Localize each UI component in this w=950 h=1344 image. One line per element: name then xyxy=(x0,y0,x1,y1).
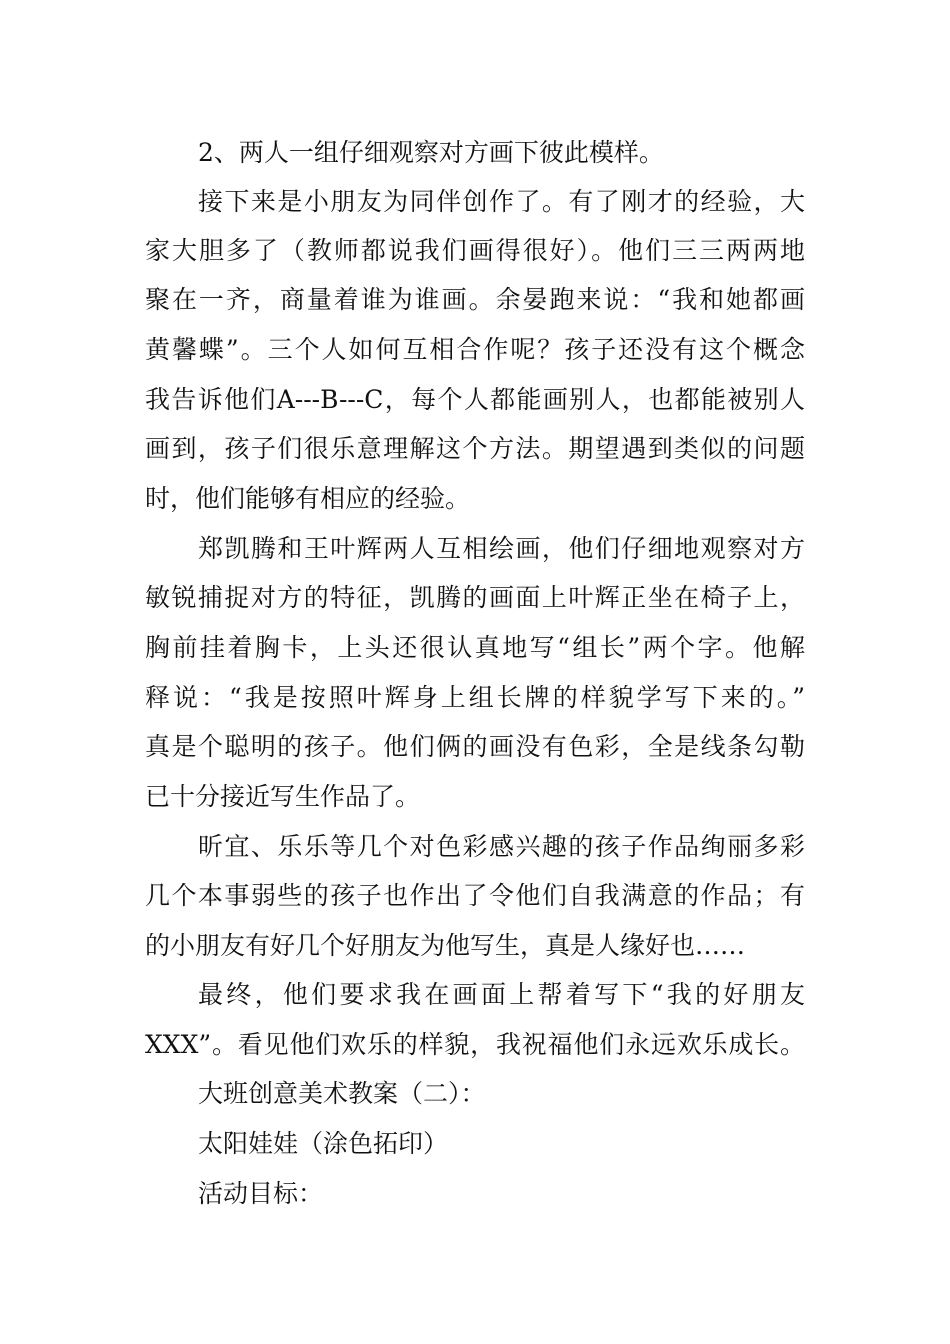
paragraph-line: 聚在一齐，商量着谁为谁画。余晏跑来说：“我和她都画 xyxy=(145,285,805,314)
paragraph-line: 已十分接近写生作品了。 xyxy=(145,782,421,811)
paragraph-line: 的小朋友有好几个好朋友为他写生，真是人缘好也…… xyxy=(145,931,746,960)
paragraph-line: 郑凯腾和王叶辉两人互相绘画，他们仔细地观察对方 xyxy=(198,534,805,563)
paragraph-line: 几个本事弱些的孩子也作出了令他们自我满意的作品；有 xyxy=(145,881,805,910)
section-heading: 大班创意美术教案（二）： xyxy=(198,1079,486,1108)
paragraph-line: 释说：“我是按照叶辉身上组长牌的样貌学写下来的。” xyxy=(145,683,805,712)
paragraph-line: 真是个聪明的孩子。他们俩的画没有色彩，全是线条勾勒 xyxy=(145,732,805,761)
paragraph-line: 接下来是小朋友为同伴创作了。有了刚才的经验，大 xyxy=(198,187,805,216)
paragraph-line: 家大胆多了（教师都说我们画得很好）。他们三三两两地 xyxy=(145,236,805,265)
paragraph-line: 黄馨蝶”。三个人如何互相合作呢？孩子还没有这个概念 xyxy=(145,335,805,364)
paragraph-line: 最终，他们要求我在画面上帮着写下“我的好朋友 xyxy=(198,980,805,1009)
paragraph-line: 画到，孩子们很乐意理解这个方法。期望遇到类似的问题 xyxy=(145,434,805,463)
paragraph-line: 时，他们能够有相应的经验。 xyxy=(145,484,471,513)
paragraph-line: XXX”。看见他们欢乐的样貌，我祝福他们永远欢乐成长。 xyxy=(145,1030,805,1059)
paragraph-line: 昕宜、乐乐等几个对色彩感兴趣的孩子作品绚丽多彩 xyxy=(198,832,805,861)
subsection-heading: 活动目标： xyxy=(198,1179,324,1208)
paragraph-line: 我告诉他们A---B---C，每个人都能画别人，也都能被别人 xyxy=(145,385,805,414)
lesson-title: 太阳娃娃（涂色拓印） xyxy=(198,1129,449,1158)
paragraph-line: 胸前挂着胸卡，上头还很认真地写“组长”两个字。他解 xyxy=(145,633,805,662)
paragraph-line: 敏锐捕捉对方的特征，凯腾的画面上叶辉正坐在椅子上， xyxy=(145,583,805,612)
paragraph-line: 2、两人一组仔细观察对方画下彼此模样。 xyxy=(198,138,664,167)
